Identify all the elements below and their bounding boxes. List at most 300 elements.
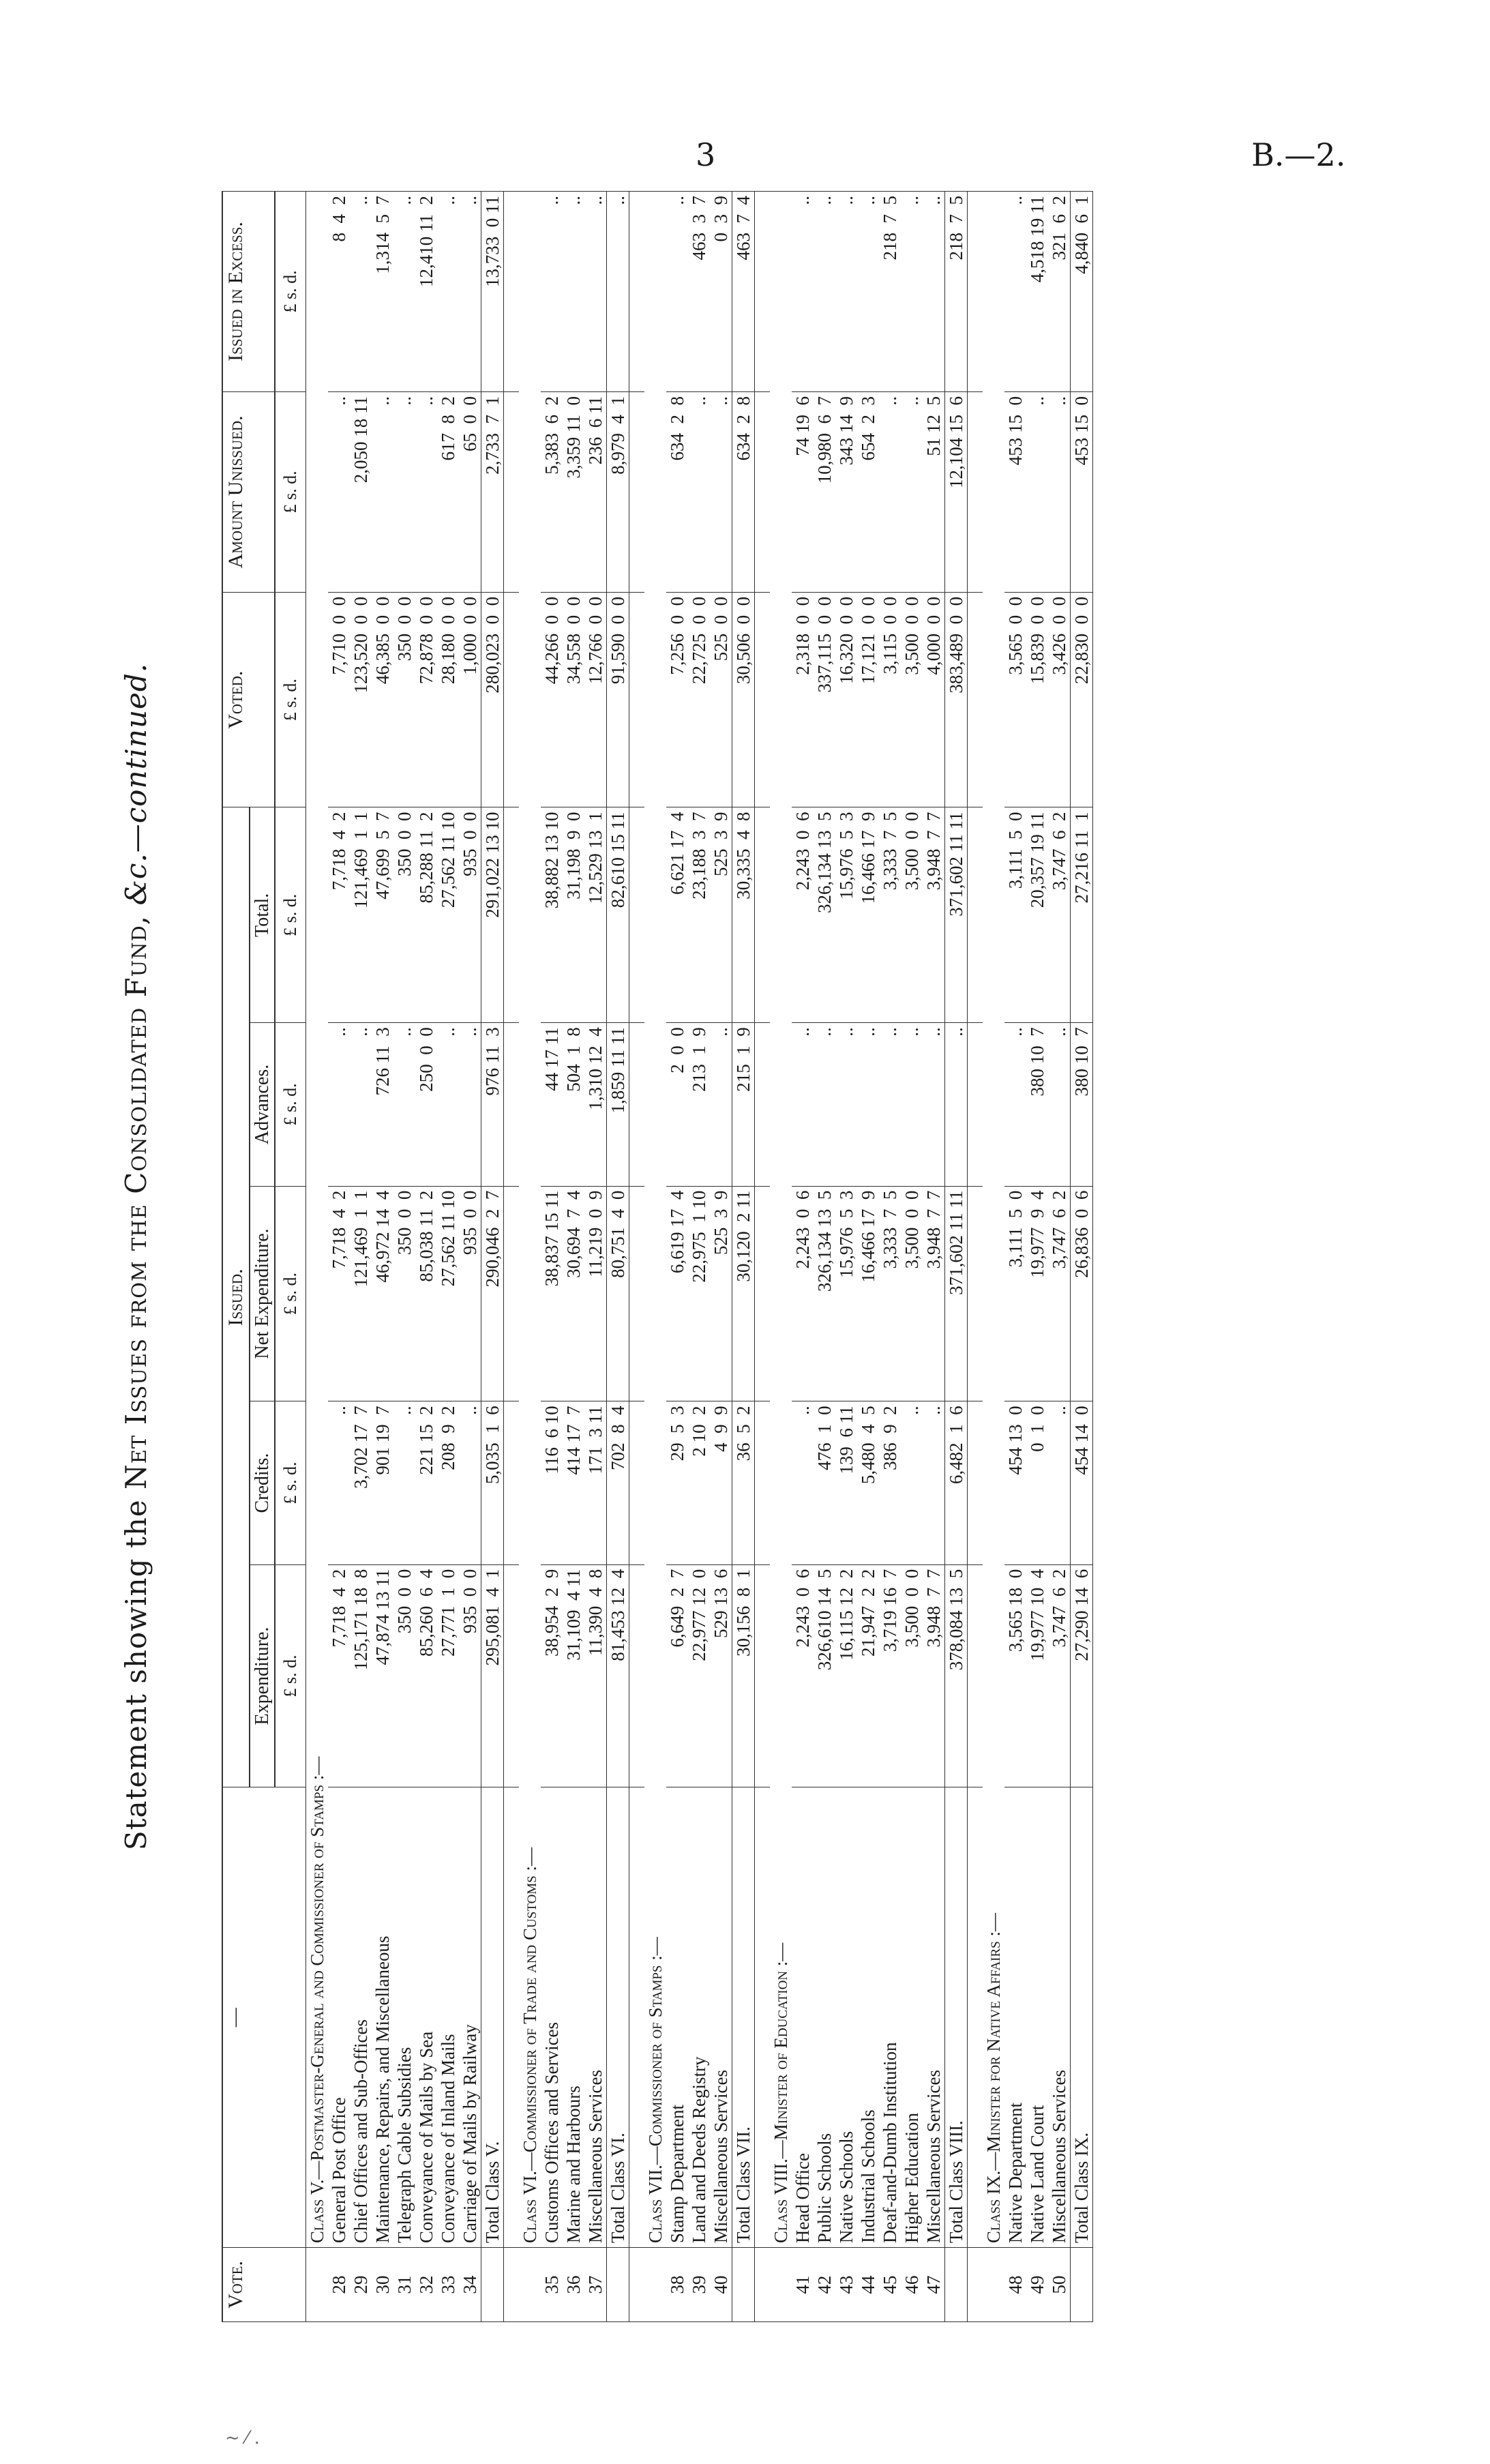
vote-number: 38 bbox=[666, 2248, 688, 2322]
cell-net: 525 3 9 bbox=[710, 1186, 732, 1401]
cell-voted: 46,385 0 0 bbox=[372, 592, 393, 807]
cell-exp: 3,500 0 0 bbox=[901, 1564, 923, 1787]
cell-net: 11,219 0 9 bbox=[584, 1186, 607, 1401]
cell-exp: 38,954 2 9 bbox=[541, 1564, 563, 1787]
vote-number bbox=[945, 2248, 968, 2322]
cell-adv: .. bbox=[879, 1023, 901, 1186]
cell-adv: .. bbox=[857, 1023, 879, 1186]
units-advances: £ s. d. bbox=[275, 1023, 306, 1186]
vote-number bbox=[770, 2248, 792, 2322]
cell-tot: 935 0 0 bbox=[459, 807, 481, 1023]
cell-net: 16,466 17 9 bbox=[857, 1186, 879, 1401]
row-description: Total Class VIII. bbox=[945, 1787, 968, 2248]
cell-net: 80,751 4 0 bbox=[607, 1186, 629, 1401]
cell-voted: 7,710 0 0 bbox=[328, 592, 350, 807]
table-row bbox=[563, 192, 584, 2322]
spacer-row bbox=[968, 192, 983, 2322]
vote-number bbox=[644, 2248, 666, 2322]
cell-exc: .. bbox=[835, 192, 857, 392]
cell-adv: 726 11 3 bbox=[372, 1023, 393, 1186]
cell-net: 26,836 0 6 bbox=[1071, 1186, 1093, 1401]
cell-voted: 12,766 0 0 bbox=[584, 592, 607, 807]
cell-net: 19,977 9 4 bbox=[1026, 1186, 1048, 1401]
cell-exp: 11,390 4 8 bbox=[584, 1564, 607, 1787]
row-description: Miscellaneous Services bbox=[923, 1787, 945, 2248]
cell-unis: .. bbox=[1048, 391, 1071, 592]
cell-cred: 36 5 2 bbox=[732, 1401, 755, 1564]
cell-exp: 27,290 14 6 bbox=[1071, 1564, 1093, 1787]
spacer-row bbox=[504, 192, 520, 2322]
cell-voted: 7,256 0 0 bbox=[666, 592, 688, 807]
cell-exp: 3,747 6 2 bbox=[1048, 1564, 1071, 1787]
row-description: Public Schools bbox=[814, 1787, 835, 2248]
table-row bbox=[1026, 192, 1048, 2322]
cell-voted: 280,023 0 0 bbox=[481, 592, 504, 807]
cell-exc: 4,518 19 11 bbox=[1026, 192, 1048, 392]
cell-tot: 326,134 13 5 bbox=[814, 807, 835, 1023]
vote-number: 49 bbox=[1026, 2248, 1048, 2322]
vote-number: 42 bbox=[814, 2248, 835, 2322]
row-description: Higher Education bbox=[901, 1787, 923, 2248]
cell-unis: 51 12 5 bbox=[923, 391, 945, 592]
cell-net: 6,619 17 4 bbox=[666, 1186, 688, 1401]
cell-unis: .. bbox=[710, 391, 732, 592]
cell-exc: .. bbox=[563, 192, 584, 392]
cell-tot: 371,602 11 11 bbox=[945, 807, 968, 1023]
row-description: Conveyance of Mails by Sea bbox=[415, 1787, 437, 2248]
cell-cred: 29 5 3 bbox=[666, 1401, 688, 1564]
table-row bbox=[459, 192, 481, 2322]
cell-cred: 901 19 7 bbox=[372, 1401, 393, 1564]
cell-net: 326,134 13 5 bbox=[814, 1186, 835, 1401]
cell-unis: 74 19 6 bbox=[792, 391, 814, 592]
class-total-row bbox=[1071, 192, 1093, 2322]
row-description: Total Class IX. bbox=[1071, 1787, 1093, 2248]
cell-tot: 31,198 9 0 bbox=[563, 807, 584, 1023]
cell-exp: 935 0 0 bbox=[459, 1564, 481, 1787]
cell-adv: .. bbox=[459, 1023, 481, 1186]
cell-net: 935 0 0 bbox=[459, 1186, 481, 1401]
header-vote: Vote. bbox=[222, 2248, 306, 2322]
vote-number: 34 bbox=[459, 2248, 481, 2322]
cell-adv: 504 1 8 bbox=[563, 1023, 584, 1186]
cell-cred: 4 9 9 bbox=[710, 1401, 732, 1564]
cell-adv: 1,310 12 4 bbox=[584, 1023, 607, 1186]
cell-tot: 23,188 3 7 bbox=[688, 807, 710, 1023]
cell-unis: 65 0 0 bbox=[459, 391, 481, 592]
cell-exc: 218 7 5 bbox=[945, 192, 968, 392]
table-row bbox=[393, 192, 415, 2322]
cell-exp: 16,115 12 2 bbox=[835, 1564, 857, 1787]
cell-exc: 463 7 4 bbox=[732, 192, 755, 392]
cell-exc: 321 6 2 bbox=[1048, 192, 1071, 392]
row-description: Industrial Schools bbox=[857, 1787, 879, 2248]
row-description: General Post Office bbox=[328, 1787, 350, 2248]
cell-exc: 4,840 6 1 bbox=[1071, 192, 1093, 392]
cell-voted: 525 0 0 bbox=[710, 592, 732, 807]
cell-adv: .. bbox=[1004, 1023, 1026, 1186]
table-row bbox=[437, 192, 459, 2322]
cell-voted: 350 0 0 bbox=[393, 592, 415, 807]
cell-adv: 1,859 11 11 bbox=[607, 1023, 629, 1186]
cell-cred: .. bbox=[328, 1401, 350, 1564]
cell-exp: 2,243 0 6 bbox=[792, 1564, 814, 1787]
cell-unis: 12,104 15 6 bbox=[945, 391, 968, 592]
table-row bbox=[1048, 192, 1071, 2322]
table-row bbox=[835, 192, 857, 2322]
row-description: Conveyance of Inland Mails bbox=[437, 1787, 459, 2248]
class-heading-row bbox=[983, 192, 1004, 2322]
cell-cred: 414 17 7 bbox=[563, 1401, 584, 1564]
units-credits: £ s. d. bbox=[275, 1401, 306, 1564]
class-heading-row bbox=[644, 192, 666, 2322]
cell-cred: 0 1 0 bbox=[1026, 1401, 1048, 1564]
cell-adv: .. bbox=[814, 1023, 835, 1186]
cell-cred: 116 6 10 bbox=[541, 1401, 563, 1564]
cell-exp: 31,109 4 11 bbox=[563, 1564, 584, 1787]
header-issued: Issued. bbox=[222, 807, 250, 1787]
cell-voted: 3,426 0 0 bbox=[1048, 592, 1071, 807]
vote-number: 32 bbox=[415, 2248, 437, 2322]
cell-net: 350 0 0 bbox=[393, 1186, 415, 1401]
cell-adv: 215 1 9 bbox=[732, 1023, 755, 1186]
cell-adv: 380 10 7 bbox=[1026, 1023, 1048, 1186]
cell-exc: 463 3 7 bbox=[688, 192, 710, 392]
cell-adv: .. bbox=[792, 1023, 814, 1186]
cell-net: 46,972 14 4 bbox=[372, 1186, 393, 1401]
vote-number: 47 bbox=[923, 2248, 945, 2322]
cell-net: 3,948 7 7 bbox=[923, 1186, 945, 1401]
units-expenditure: £ s. d. bbox=[275, 1564, 306, 1787]
cell-net: 121,469 1 1 bbox=[350, 1186, 372, 1401]
cell-net: 371,602 11 11 bbox=[945, 1186, 968, 1401]
table-row bbox=[328, 192, 350, 2322]
cell-voted: 3,500 0 0 bbox=[901, 592, 923, 807]
cell-unis: 3,359 11 0 bbox=[563, 391, 584, 592]
header-voted: Voted. bbox=[222, 592, 275, 807]
cell-tot: 3,500 0 0 bbox=[901, 807, 923, 1023]
cell-cred: .. bbox=[792, 1401, 814, 1564]
vote-number: 29 bbox=[350, 2248, 372, 2322]
vote-number: 40 bbox=[710, 2248, 732, 2322]
cell-exc: 13,733 0 11 bbox=[481, 192, 504, 392]
rotated-statement bbox=[119, 191, 1320, 2322]
cell-cred: .. bbox=[1048, 1401, 1071, 1564]
cell-voted: 17,121 0 0 bbox=[857, 592, 879, 807]
cell-adv: .. bbox=[945, 1023, 968, 1186]
title-smallcaps: Net Issues from the Consolidated Fund, bbox=[119, 915, 153, 1489]
cell-adv: .. bbox=[923, 1023, 945, 1186]
cell-voted: 2,318 0 0 bbox=[792, 592, 814, 807]
cell-exc: .. bbox=[607, 192, 629, 392]
cell-adv: 250 0 0 bbox=[415, 1023, 437, 1186]
row-description: Marine and Harbours bbox=[563, 1787, 584, 2248]
vote-number: 44 bbox=[857, 2248, 879, 2322]
cell-voted: 337,115 0 0 bbox=[814, 592, 835, 807]
cell-tot: 47,699 5 7 bbox=[372, 807, 393, 1023]
cell-exp: 30,156 8 1 bbox=[732, 1564, 755, 1787]
cell-adv: 213 1 9 bbox=[688, 1023, 710, 1186]
row-description: Chief Offices and Sub-Offices bbox=[350, 1787, 372, 2248]
spacer-row bbox=[755, 192, 771, 2322]
cell-adv: .. bbox=[350, 1023, 372, 1186]
cell-net: 3,500 0 0 bbox=[901, 1186, 923, 1401]
cell-cred: 454 13 0 bbox=[1004, 1401, 1026, 1564]
cell-cred: .. bbox=[901, 1401, 923, 1564]
cell-unis: .. bbox=[901, 391, 923, 592]
cell-tot: 291,022 13 10 bbox=[481, 807, 504, 1023]
cell-unis: .. bbox=[688, 391, 710, 592]
cell-net: 3,333 7 5 bbox=[879, 1186, 901, 1401]
table-row bbox=[415, 192, 437, 2322]
row-description: Land and Deeds Registry bbox=[688, 1787, 710, 2248]
cell-cred: 221 15 2 bbox=[415, 1401, 437, 1564]
vote-number: 37 bbox=[584, 2248, 607, 2322]
page-number: 3 bbox=[696, 136, 716, 173]
vote-number: 39 bbox=[688, 2248, 710, 2322]
cell-unis: 10,980 6 7 bbox=[814, 391, 835, 592]
cell-voted: 91,590 0 0 bbox=[607, 592, 629, 807]
cell-tot: 15,976 5 3 bbox=[835, 807, 857, 1023]
cell-net: 15,976 5 3 bbox=[835, 1186, 857, 1401]
table-row bbox=[372, 192, 393, 2322]
cell-net: 3,747 6 2 bbox=[1048, 1186, 1071, 1401]
cell-voted: 22,725 0 0 bbox=[688, 592, 710, 807]
table-row bbox=[901, 192, 923, 2322]
row-description: Head Office bbox=[792, 1787, 814, 2248]
vote-number bbox=[607, 2248, 629, 2322]
units-net-expenditure: £ s. d. bbox=[275, 1186, 306, 1401]
cell-adv: 44 17 11 bbox=[541, 1023, 563, 1186]
cell-exc: 218 7 5 bbox=[879, 192, 901, 392]
cell-unis: 5,383 6 2 bbox=[541, 391, 563, 592]
cell-unis: .. bbox=[372, 391, 393, 592]
cell-exc: .. bbox=[792, 192, 814, 392]
vote-number: 35 bbox=[541, 2248, 563, 2322]
cell-cred: 386 9 2 bbox=[879, 1401, 901, 1564]
cell-exc: 1,314 5 7 bbox=[372, 192, 393, 392]
cell-tot: 2,243 0 6 bbox=[792, 807, 814, 1023]
cell-unis: 453 15 0 bbox=[1071, 391, 1093, 592]
cell-exc: 8 4 2 bbox=[328, 192, 350, 392]
row-description: Stamp Department bbox=[666, 1787, 688, 2248]
stray-mark: ~ ⁄ . bbox=[225, 2428, 260, 2448]
cell-tot: 525 3 9 bbox=[710, 807, 732, 1023]
cell-voted: 15,839 0 0 bbox=[1026, 592, 1048, 807]
cell-tot: 27,216 11 1 bbox=[1071, 807, 1093, 1023]
row-description: Miscellaneous Services bbox=[584, 1787, 607, 2248]
document-code: B.—2. bbox=[1251, 136, 1346, 173]
cell-voted: 72,878 0 0 bbox=[415, 592, 437, 807]
header-total: Total. bbox=[250, 807, 275, 1023]
cell-tot: 3,948 7 7 bbox=[923, 807, 945, 1023]
cell-tot: 12,529 13 1 bbox=[584, 807, 607, 1023]
class-total-row bbox=[945, 192, 968, 2322]
class-total-row bbox=[481, 192, 504, 2322]
cell-cred: 2 10 2 bbox=[688, 1401, 710, 1564]
cell-exp: 6,649 2 7 bbox=[666, 1564, 688, 1787]
cell-unis: .. bbox=[1026, 391, 1048, 592]
cell-net: 30,694 7 4 bbox=[563, 1186, 584, 1401]
cell-net: 290,046 2 7 bbox=[481, 1186, 504, 1401]
cell-cred: 6,482 1 6 bbox=[945, 1401, 968, 1564]
cell-exp: 125,171 18 8 bbox=[350, 1564, 372, 1787]
class-heading-row bbox=[770, 192, 792, 2322]
row-description: Total Class VI. bbox=[607, 1787, 629, 2248]
row-description: Maintenance, Repairs, and Miscellaneous bbox=[372, 1787, 393, 2248]
table-row bbox=[710, 192, 732, 2322]
vote-number: 30 bbox=[372, 2248, 393, 2322]
class-heading: Class VII.—Commissioner of Stamps :— bbox=[644, 192, 666, 2248]
table-row bbox=[1004, 192, 1026, 2322]
cell-tot: 30,335 4 8 bbox=[732, 807, 755, 1023]
cell-tot: 82,610 15 11 bbox=[607, 807, 629, 1023]
class-total-row bbox=[607, 192, 629, 2322]
table-row bbox=[814, 192, 835, 2322]
cell-adv: 2 0 0 bbox=[666, 1023, 688, 1186]
row-description: Native Land Court bbox=[1026, 1787, 1048, 2248]
cell-voted: 3,565 0 0 bbox=[1004, 592, 1026, 807]
class-heading: Class VI.—Commissioner of Trade and Customs :— bbox=[519, 192, 541, 2248]
cell-exp: 85,260 6 4 bbox=[415, 1564, 437, 1787]
cell-adv: .. bbox=[901, 1023, 923, 1186]
cell-unis: .. bbox=[393, 391, 415, 592]
table-row bbox=[857, 192, 879, 2322]
cell-exp: 47,874 13 11 bbox=[372, 1564, 393, 1787]
cell-voted: 28,180 0 0 bbox=[437, 592, 459, 807]
row-description: Customs Offices and Services bbox=[541, 1787, 563, 2248]
row-description: Telegraph Cable Subsidies bbox=[393, 1787, 415, 2248]
cell-tot: 20,357 19 11 bbox=[1026, 807, 1048, 1023]
cell-tot: 3,333 7 5 bbox=[879, 807, 901, 1023]
header-expenditure: Expenditure. bbox=[250, 1564, 275, 1787]
vote-number bbox=[481, 2248, 504, 2322]
cell-unis: 2,733 7 1 bbox=[481, 391, 504, 592]
cell-exp: 7,718 4 2 bbox=[328, 1564, 350, 1787]
title-prefix: Statement showing the bbox=[119, 1499, 153, 1851]
cell-cred: 139 6 11 bbox=[835, 1401, 857, 1564]
units-unissued: £ s. d. bbox=[275, 391, 306, 592]
table-row bbox=[879, 192, 901, 2322]
cell-adv: .. bbox=[835, 1023, 857, 1186]
cell-tot: 85,288 11 2 bbox=[415, 807, 437, 1023]
cell-exp: 19,977 10 4 bbox=[1026, 1564, 1048, 1787]
units-total: £ s. d. bbox=[275, 807, 306, 1023]
class-heading: Class IX.—Minister for Native Affairs :— bbox=[983, 192, 1004, 2248]
cell-net: 38,837 15 11 bbox=[541, 1186, 563, 1401]
cell-unis: 8,979 4 1 bbox=[607, 391, 629, 592]
cell-unis: 617 8 2 bbox=[437, 391, 459, 592]
cell-unis: 2,050 18 11 bbox=[350, 391, 372, 592]
cell-exp: 81,453 12 4 bbox=[607, 1564, 629, 1787]
cell-tot: 3,111 5 0 bbox=[1004, 807, 1026, 1023]
table-row bbox=[541, 192, 563, 2322]
cell-adv: .. bbox=[1048, 1023, 1071, 1186]
cell-exc: .. bbox=[666, 192, 688, 392]
vote-number bbox=[1071, 2248, 1093, 2322]
header-advances: Advances. bbox=[250, 1023, 275, 1186]
header-description: — bbox=[222, 1787, 306, 2248]
vote-number: 33 bbox=[437, 2248, 459, 2322]
vote-number bbox=[519, 2248, 541, 2322]
cell-net: 30,120 2 11 bbox=[732, 1186, 755, 1401]
cell-exc: .. bbox=[459, 192, 481, 392]
table-row bbox=[688, 192, 710, 2322]
cell-exc: .. bbox=[584, 192, 607, 392]
cell-cred: 171 3 11 bbox=[584, 1401, 607, 1564]
cell-exc: .. bbox=[901, 192, 923, 392]
cell-unis: 453 15 0 bbox=[1004, 391, 1026, 592]
units-voted: £ s. d. bbox=[275, 592, 306, 807]
cell-tot: 38,882 13 10 bbox=[541, 807, 563, 1023]
cell-voted: 22,830 0 0 bbox=[1071, 592, 1093, 807]
vote-number bbox=[306, 2248, 329, 2322]
cell-net: 85,038 11 2 bbox=[415, 1186, 437, 1401]
table-row bbox=[792, 192, 814, 2322]
title-suffix: &c.—continued. bbox=[119, 662, 153, 906]
table-row bbox=[923, 192, 945, 2322]
cell-voted: 3,115 0 0 bbox=[879, 592, 901, 807]
cell-tot: 350 0 0 bbox=[393, 807, 415, 1023]
cell-voted: 16,320 0 0 bbox=[835, 592, 857, 807]
units-excess: £ s. d. bbox=[275, 192, 306, 392]
cell-exp: 326,610 14 5 bbox=[814, 1564, 835, 1787]
vote-number: 50 bbox=[1048, 2248, 1071, 2322]
vote-number: 36 bbox=[563, 2248, 584, 2322]
cell-unis: 236 6 11 bbox=[584, 391, 607, 592]
cell-cred: 208 9 2 bbox=[437, 1401, 459, 1564]
vote-number: 41 bbox=[792, 2248, 814, 2322]
cell-adv: .. bbox=[437, 1023, 459, 1186]
cell-voted: 383,489 0 0 bbox=[945, 592, 968, 807]
class-heading: Class VIII.—Minister of Education :— bbox=[770, 192, 792, 2248]
row-description: Miscellaneous Services bbox=[710, 1787, 732, 2248]
cell-unis: 634 2 8 bbox=[732, 391, 755, 592]
cell-cred: 5,480 4 5 bbox=[857, 1401, 879, 1564]
vote-number: 31 bbox=[393, 2248, 415, 2322]
cell-tot: 3,747 6 2 bbox=[1048, 807, 1071, 1023]
cell-voted: 34,558 0 0 bbox=[563, 592, 584, 807]
cell-exp: 22,977 12 0 bbox=[688, 1564, 710, 1787]
vote-number bbox=[983, 2248, 1004, 2322]
cell-exc: .. bbox=[393, 192, 415, 392]
cell-net: 7,718 4 2 bbox=[328, 1186, 350, 1401]
header-issued-in-excess: Issued in Excess. bbox=[222, 192, 275, 392]
cell-tot: 16,466 17 9 bbox=[857, 807, 879, 1023]
cell-tot: 27,562 11 10 bbox=[437, 807, 459, 1023]
cell-exc: .. bbox=[541, 192, 563, 392]
header-credits: Credits. bbox=[250, 1401, 275, 1564]
vote-number: 43 bbox=[835, 2248, 857, 2322]
header-amount-unissued: Amount Unissued. bbox=[222, 391, 275, 592]
cell-unis: 634 2 8 bbox=[666, 391, 688, 592]
header-net-expenditure: Net Expenditure. bbox=[250, 1186, 275, 1401]
table-row bbox=[584, 192, 607, 2322]
class-heading-row bbox=[306, 192, 329, 2322]
cell-cred: .. bbox=[393, 1401, 415, 1564]
cell-exp: 3,948 7 7 bbox=[923, 1564, 945, 1787]
cell-cred: 702 8 4 bbox=[607, 1401, 629, 1564]
cell-cred: .. bbox=[923, 1401, 945, 1564]
cell-unis: .. bbox=[879, 391, 901, 592]
cell-adv: 976 11 3 bbox=[481, 1023, 504, 1186]
cell-adv: .. bbox=[393, 1023, 415, 1186]
cell-tot: 121,469 1 1 bbox=[350, 807, 372, 1023]
class-heading-row bbox=[519, 192, 541, 2322]
cell-voted: 44,266 0 0 bbox=[541, 592, 563, 807]
statement-title bbox=[119, 191, 153, 2322]
cell-cred: 3,702 17 7 bbox=[350, 1401, 372, 1564]
